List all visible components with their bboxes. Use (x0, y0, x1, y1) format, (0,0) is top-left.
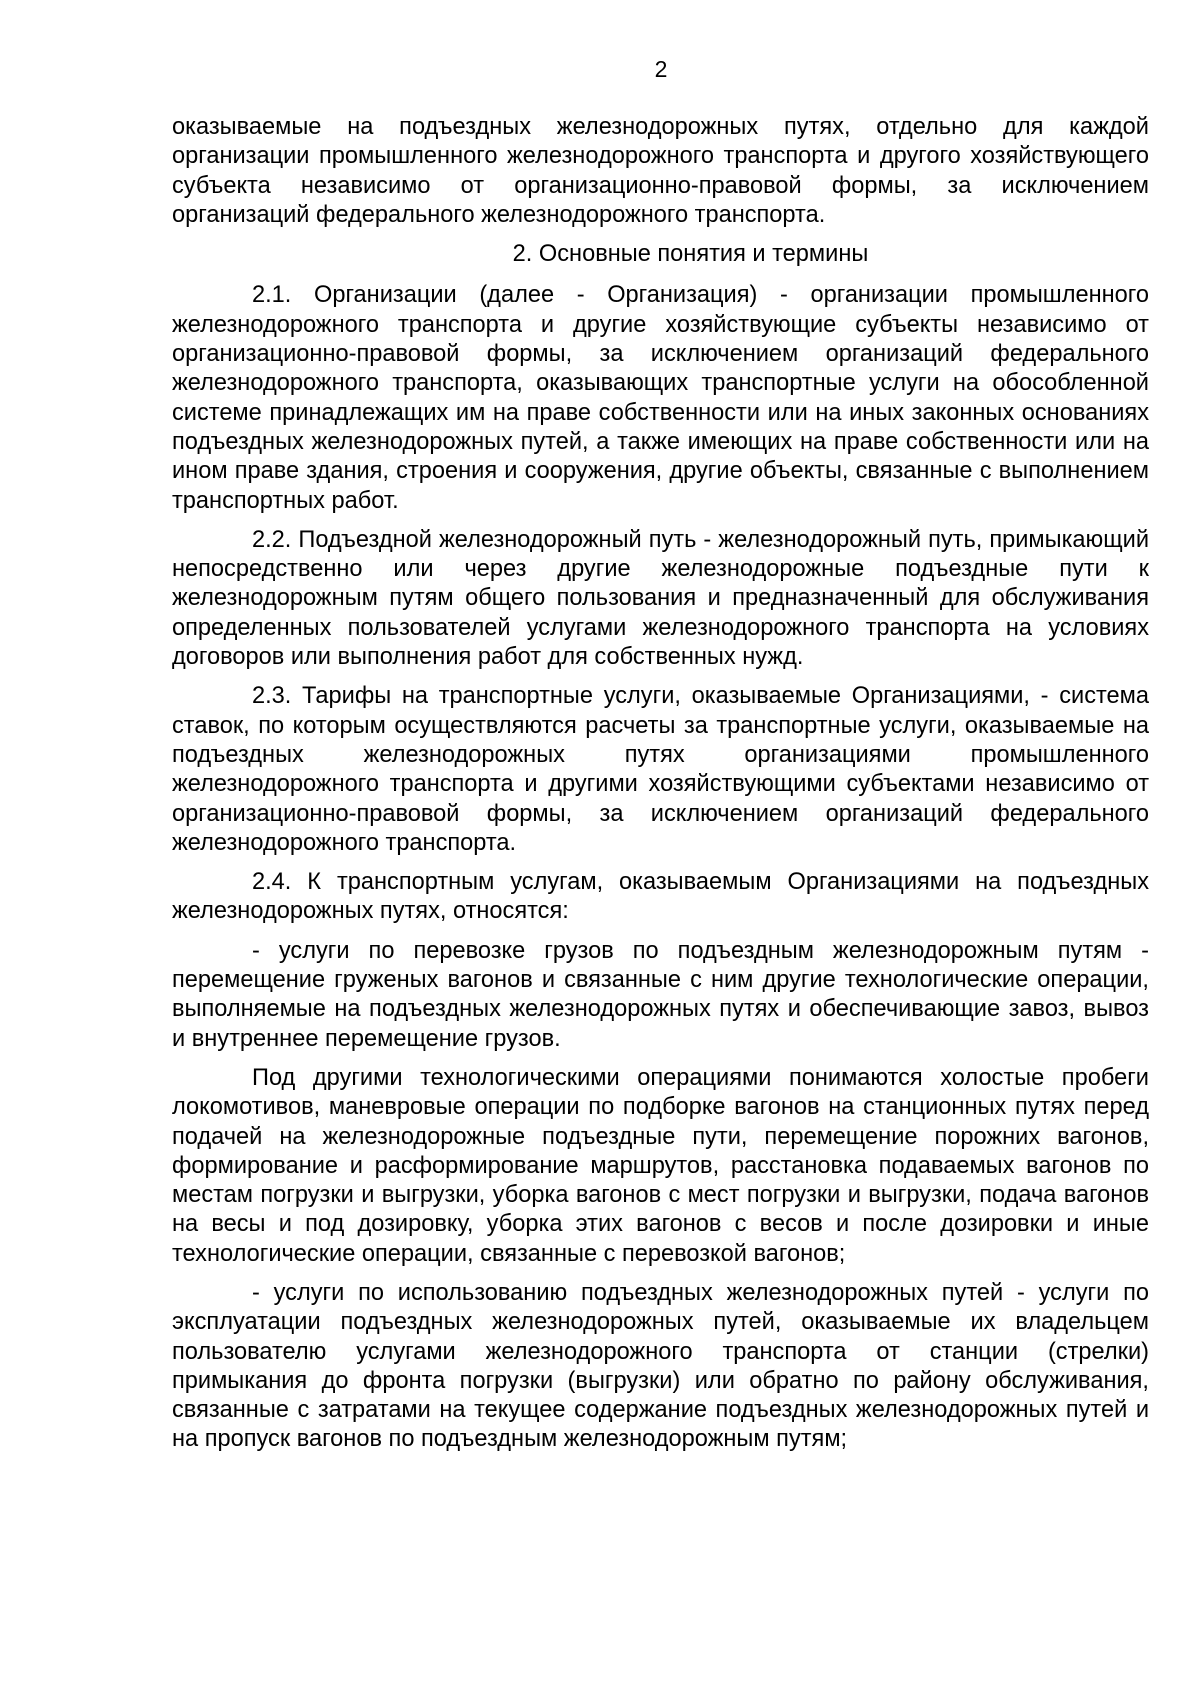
paragraph-2-1: 2.1. Организации (далее - Организация) - организации промышленного железнодорожного транспорта и другие хозяйствующие субъекты независимо от организационно-правовой формы, за исключением организаций федерального железнодорожного транспорта, оказывающих транспортные услуги на обособленной системе принадлежащих им на праве собственности или на иных законных основаниях подъездных железнодорожных путей, а также имеющих на праве собственности или на ином праве здания, строения и сооружения, другие объекты, связанные с выполнением транспортных работ. (172, 282, 1149, 514)
paragraph-2-4: 2.4. К транспортным услугам, оказываемым Организациями на подъездных железнодорожных путях, относятся: (172, 869, 1149, 925)
paragraph-2-3: 2.3. Тарифы на транспортные услуги, оказываемые Организациями, - система ставок, по которым осуществляются расчеты за транспортные услуги, оказываемые на подъездных железнодорожных путях организациями промышленного железнодорожного транспорта и другими хозяйствующими субъектами независимо от организационно-правовой формы, за исключением организаций федерального железнодорожного транспорта. (172, 683, 1149, 856)
paragraph-technological-operations: Под другими технологическими операциями понимаются холостые пробеги локомотивов, маневровые операции по подборке вагонов на станционных путях перед подачей на железнодорожные подъездные пути, перемещение порожних вагонов, формирование и расформирование маршрутов, расстановка подаваемых вагонов по местам погрузки и выгрузки, уборка вагонов с мест погрузки и выгрузки, подача вагонов на весы и под дозировку, уборка этих вагонов с весов и после дозировки и иные технологические операции, связанные с перевозкой вагонов; (172, 1064, 1149, 1267)
list-item-cargo-transport: - услуги по перевозке грузов по подъездным железнодорожным путям - перемещение груженых вагонов и связанные с ним другие технологические операции, выполняемые на подъездных железнодорожных путях и обеспечивающие завоз, вывоз и внутреннее перемещение грузов. (172, 937, 1149, 1052)
page-number: 2 (654, 56, 668, 82)
document-body (172, 113, 1149, 1465)
paragraph-2-2: 2.2. Подъездной железнодорожный путь - железнодорожный путь, примыкающий непосредственно или через другие железнодорожные подъездные пути к железнодорожным путям общего пользования и предназначенный для обслуживания определенных пользователей услугами железнодорожного транспорта на условиях договоров или выполнения работ для собственных нужд. (172, 526, 1149, 671)
list-item-track-usage: - услуги по использованию подъездных железнодорожных путей - услуги по эксплуатации подъездных железнодорожных путей, оказываемые их владельцем пользователю услугами железнодорожного транспорта от станции (стрелки) примыкания до фронта погрузки (выгрузки) или обратно по району обслуживания, связанные с затратами на текущее содержание подъездных железнодорожных путей и на пропуск вагонов по подъездным железнодорожным путям; (172, 1279, 1149, 1453)
paragraph-continuation: оказываемые на подъездных железнодорожных путях, отдельно для каждой организации промышленного железнодорожного транспорта и другого хозяйствующего субъекта независимо от организационно-правовой формы, за исключением организаций федерального железнодорожного транспорта. (172, 114, 1149, 228)
section-heading: 2. Основные понятия и термины (512, 241, 869, 268)
